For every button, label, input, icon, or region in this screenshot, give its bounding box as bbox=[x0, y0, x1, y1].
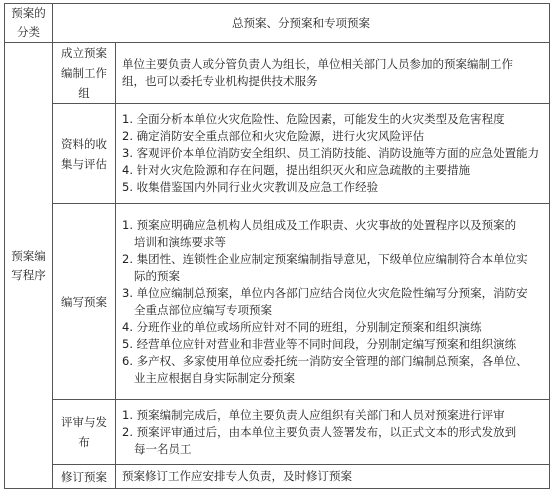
content-line: 2. 预案评审通过后，由本单位主要负责人签署发布，以正式文本的形式发放到 bbox=[122, 424, 517, 439]
content-line: 2. 集团性、连锁性企业应制定预案编制指导意见，下级单位应编制符合本单位实 bbox=[122, 251, 528, 266]
row-content bbox=[116, 43, 550, 104]
content-line: 3. 客观评价本单位消防安全组织、员工消防技能、消防设施等方面的应急处置能力 bbox=[122, 146, 540, 160]
row-content bbox=[116, 204, 550, 400]
content-line: 1. 预案编制完成后，单位主要负责人应组织有关部门和人员对预案进行评审 bbox=[122, 407, 505, 422]
content-line: 5. 收集借鉴国内外同行业火灾教训及应急工作经验 bbox=[122, 180, 379, 194]
program-label: 预案编写程序 bbox=[5, 43, 53, 489]
plan-table bbox=[4, 3, 550, 489]
content-line: 6. 多产权、多家使用单位应委托统一消防安全管理的部门编制总预案，各单位、 bbox=[122, 353, 528, 368]
content-line: 培训和演练要求等 bbox=[134, 234, 226, 249]
row-name: 成立预案编制工作组 bbox=[53, 43, 116, 104]
content-line: 业主应根据自身实际制定分预案 bbox=[134, 370, 295, 385]
row-content bbox=[116, 400, 550, 465]
table-row bbox=[5, 400, 550, 465]
table-row bbox=[5, 43, 550, 104]
table-title: 总预案、分预案和专项预案 bbox=[53, 4, 550, 43]
content-line: 全重点部位应编写专项预案 bbox=[134, 302, 272, 317]
content-line: 5. 经营单位应针对营业和非营业等不同时间段，分别制定编写预案和组织演练 bbox=[122, 336, 517, 351]
content-line: 4. 针对火灾危险源和存在问题，提出组织灭火和应急疏散的主要措施 bbox=[122, 163, 471, 177]
content-line: 单位主要负责人或分管负责人为组长，单位相关部门人员参加的预案编制工作 bbox=[122, 57, 513, 71]
category-header: 预案的分类 bbox=[5, 4, 53, 43]
content-line: 4. 分班作业的单位或场所应针对不同的班组，分别制定预案和组织演练 bbox=[122, 319, 482, 334]
content-line: 1. 全面分析本单位火灾危险性、危险因素，可能发生的火灾类型及危害程度 bbox=[122, 112, 505, 126]
content-line: 预案修订工作应安排专人负责，及时修订预案 bbox=[122, 469, 352, 483]
content-line: 3. 单位应编制总预案，单位内各部门应结合岗位火灾危险性编写分预案，消防安 bbox=[122, 285, 528, 300]
table-row bbox=[5, 204, 550, 400]
row-name: 修订预案 bbox=[53, 465, 116, 489]
row-content bbox=[116, 465, 550, 489]
row-name: 评审与发布 bbox=[53, 400, 116, 465]
content-line: 1. 预案应明确应急机构人员组成及工作职责、火灾事故的处置程序以及预案的 bbox=[122, 217, 517, 232]
row-name: 编写预案 bbox=[53, 204, 116, 400]
table-row bbox=[5, 465, 550, 489]
row-name: 资料的收集与评估 bbox=[53, 104, 116, 204]
content-line: 际的预案 bbox=[134, 268, 180, 283]
content-line: 2. 确定消防安全重点部位和火灾危险源，进行火灾风险评估 bbox=[122, 129, 425, 143]
content-line: 组，也可以委托专业机构提供技术服务 bbox=[122, 74, 318, 88]
table-row bbox=[5, 104, 550, 204]
header-row bbox=[5, 4, 550, 43]
row-content bbox=[116, 104, 550, 204]
content-line: 每一名员工 bbox=[134, 441, 192, 456]
